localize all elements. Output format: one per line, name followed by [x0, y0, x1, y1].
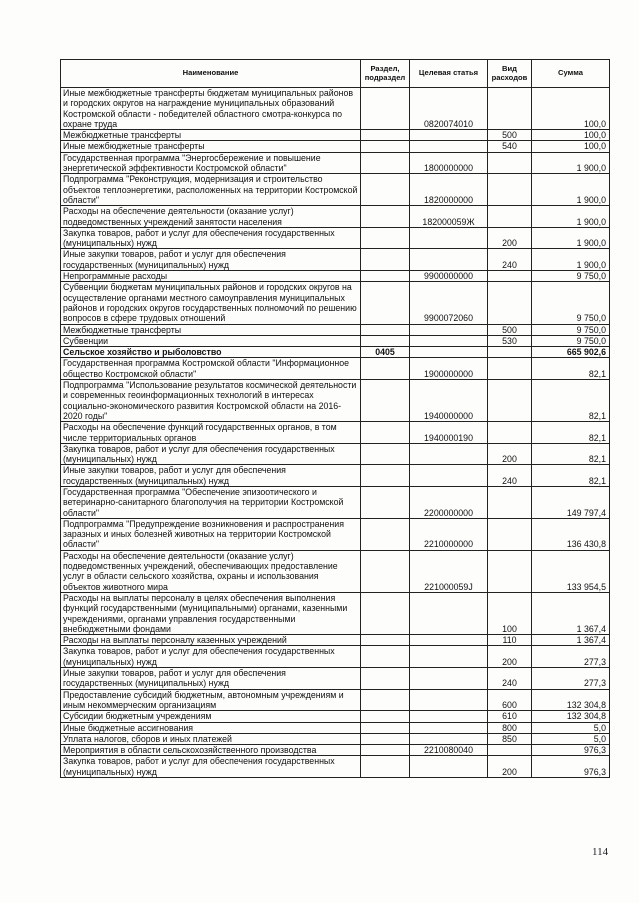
- cell-name: Закупка товаров, работ и услуг для обеспечения государственных (муниципальных) нужд: [61, 756, 361, 778]
- cell-expense-type: [488, 282, 532, 324]
- header-target: Целевая статья: [410, 60, 488, 88]
- cell-amount: 5,0: [532, 722, 610, 733]
- cell-expense-type: 240: [488, 668, 532, 690]
- cell-name: Иные закупки товаров, работ и услуг для обеспечения государственных (муниципальных) нужд: [61, 249, 361, 271]
- table-row: [61, 756, 610, 778]
- cell-expense-type: 110: [488, 635, 532, 646]
- cell-section: [361, 335, 410, 346]
- cell-amount: 82,1: [532, 465, 610, 487]
- table-row: [61, 358, 610, 380]
- cell-name: Уплата налогов, сборов и иных платежей: [61, 733, 361, 744]
- table-row: [61, 722, 610, 733]
- table-header-row: [61, 60, 610, 88]
- cell-target: [410, 689, 488, 711]
- table-row: [61, 174, 610, 206]
- cell-expense-type: 200: [488, 646, 532, 668]
- cell-amount: 1 900,0: [532, 249, 610, 271]
- cell-expense-type: [488, 271, 532, 282]
- cell-target: [410, 646, 488, 668]
- cell-name: Непрограммные расходы: [61, 271, 361, 282]
- cell-target: [410, 592, 488, 634]
- cell-amount: 1 367,4: [532, 592, 610, 634]
- cell-expense-type: [488, 358, 532, 380]
- table-row: [61, 227, 610, 249]
- cell-name: Государственная программа "Обеспечение эпизоотического и ветеринарно-санитарного благополучия на территории Костромской области": [61, 486, 361, 518]
- table-row: [61, 206, 610, 228]
- table-row: [61, 733, 610, 744]
- cell-amount: 82,1: [532, 422, 610, 444]
- cell-name: Субсидии бюджетным учреждениям: [61, 711, 361, 722]
- cell-name: Закупка товаров, работ и услуг для обеспечения государственных (муниципальных) нужд: [61, 227, 361, 249]
- cell-expense-type: 240: [488, 465, 532, 487]
- cell-name: Иные закупки товаров, работ и услуг для обеспечения государственных (муниципальных) нужд: [61, 465, 361, 487]
- table-row: [61, 88, 610, 130]
- cell-amount: 100,0: [532, 141, 610, 152]
- table-row: [61, 380, 610, 422]
- cell-section: [361, 465, 410, 487]
- cell-amount: 1 900,0: [532, 206, 610, 228]
- header-amount: Сумма: [532, 60, 610, 88]
- cell-target: [410, 335, 488, 346]
- cell-amount: 100,0: [532, 88, 610, 130]
- cell-section: [361, 722, 410, 733]
- cell-target: 9900072060: [410, 282, 488, 324]
- cell-section: [361, 486, 410, 518]
- cell-target: 1940000000: [410, 380, 488, 422]
- table-row: [61, 711, 610, 722]
- cell-target: [410, 347, 488, 358]
- cell-amount: 82,1: [532, 443, 610, 465]
- table-row: [61, 550, 610, 592]
- cell-target: 0820074010: [410, 88, 488, 130]
- cell-expense-type: [488, 347, 532, 358]
- cell-name: Расходы на обеспечение деятельности (оказание услуг) подведомственных учреждений, обеспечивающих предоставление услуг в области сельского хозяйства, охраны и использования объектов животного мира: [61, 550, 361, 592]
- cell-section: [361, 550, 410, 592]
- cell-name: Иные бюджетные ассигнования: [61, 722, 361, 733]
- table-row: [61, 518, 610, 550]
- table-row: [61, 646, 610, 668]
- cell-amount: 9 750,0: [532, 271, 610, 282]
- cell-amount: 82,1: [532, 358, 610, 380]
- cell-section: [361, 141, 410, 152]
- cell-section: [361, 271, 410, 282]
- cell-section: [361, 324, 410, 335]
- table-row: [61, 668, 610, 690]
- cell-section: [361, 668, 410, 690]
- cell-section: [361, 756, 410, 778]
- header-section: Раздел, подраздел: [361, 60, 410, 88]
- cell-name: Иные межбюджетные трансферты бюджетам муниципальных районов и городских округов на награждение муниципальных образований Костромской области - победителей областного смотра-конкурса по охране труда: [61, 88, 361, 130]
- cell-amount: 132 304,8: [532, 689, 610, 711]
- cell-target: [410, 733, 488, 744]
- cell-section: [361, 130, 410, 141]
- cell-target: [410, 668, 488, 690]
- cell-amount: 133 954,5: [532, 550, 610, 592]
- cell-target: [410, 465, 488, 487]
- cell-amount: 1 900,0: [532, 152, 610, 174]
- page-number: 114: [592, 846, 609, 858]
- cell-target: 221000059J: [410, 550, 488, 592]
- cell-target: 1940000190: [410, 422, 488, 444]
- cell-target: 1900000000: [410, 358, 488, 380]
- cell-section: [361, 733, 410, 744]
- cell-amount: 1 900,0: [532, 227, 610, 249]
- cell-expense-type: [488, 550, 532, 592]
- cell-expense-type: [488, 88, 532, 130]
- cell-amount: 665 902,6: [532, 347, 610, 358]
- cell-name: Государственная программа "Энергосбережение и повышение энергетической эффективности Костромской области": [61, 152, 361, 174]
- cell-expense-type: 800: [488, 722, 532, 733]
- table-row: [61, 745, 610, 756]
- cell-expense-type: [488, 152, 532, 174]
- cell-name: Межбюджетные трансферты: [61, 130, 361, 141]
- cell-target: 1820000000: [410, 174, 488, 206]
- cell-name: Межбюджетные трансферты: [61, 324, 361, 335]
- table-row: [61, 689, 610, 711]
- cell-section: [361, 249, 410, 271]
- cell-name: Подпрограмма "Использование результатов космической деятельности и современных геоинформационных технологий в интересах социально-экономического развития Костромской области на 2016-2020 годы": [61, 380, 361, 422]
- cell-section: [361, 152, 410, 174]
- cell-name: Расходы на выплаты персоналу в целях обеспечения выполнения функций государственными (муниципальными) органами, казенными учреждениями, органами управления государственными внебюджетными фондами: [61, 592, 361, 634]
- cell-expense-type: [488, 380, 532, 422]
- cell-expense-type: 530: [488, 335, 532, 346]
- cell-amount: 277,3: [532, 668, 610, 690]
- cell-name: Субвенции: [61, 335, 361, 346]
- cell-expense-type: [488, 745, 532, 756]
- cell-expense-type: 850: [488, 733, 532, 744]
- cell-amount: 9 750,0: [532, 282, 610, 324]
- cell-amount: 82,1: [532, 380, 610, 422]
- cell-expense-type: 500: [488, 324, 532, 335]
- cell-target: 2200000000: [410, 486, 488, 518]
- cell-name: Предоставление субсидий бюджетным, автономным учреждениям и иным некоммерческим организациям: [61, 689, 361, 711]
- cell-name: Сельское хозяйство и рыболовство: [61, 347, 361, 358]
- cell-expense-type: 200: [488, 443, 532, 465]
- cell-amount: 277,3: [532, 646, 610, 668]
- cell-section: [361, 711, 410, 722]
- cell-amount: 5,0: [532, 733, 610, 744]
- cell-target: 9900000000: [410, 271, 488, 282]
- table-row: [61, 635, 610, 646]
- cell-section: [361, 88, 410, 130]
- cell-name: Расходы на выплаты персоналу казенных учреждений: [61, 635, 361, 646]
- cell-section: [361, 422, 410, 444]
- cell-amount: 100,0: [532, 130, 610, 141]
- cell-expense-type: [488, 206, 532, 228]
- cell-amount: 9 750,0: [532, 335, 610, 346]
- cell-name: Мероприятия в области сельскохозяйственного производства: [61, 745, 361, 756]
- table-row: [61, 592, 610, 634]
- cell-section: [361, 358, 410, 380]
- cell-name: Подпрограмма "Предупреждение возникновения и распространения заразных и иных болезней животных на территории Костромской области": [61, 518, 361, 550]
- cell-expense-type: 600: [488, 689, 532, 711]
- cell-section: [361, 206, 410, 228]
- table-row: [61, 324, 610, 335]
- cell-expense-type: 200: [488, 227, 532, 249]
- cell-name: Иные закупки товаров, работ и услуг для обеспечения государственных (муниципальных) нужд: [61, 668, 361, 690]
- table-row: [61, 422, 610, 444]
- cell-amount: 1 367,4: [532, 635, 610, 646]
- cell-amount: 1 900,0: [532, 174, 610, 206]
- cell-target: 1800000000: [410, 152, 488, 174]
- cell-section: [361, 646, 410, 668]
- cell-target: [410, 227, 488, 249]
- cell-target: [410, 711, 488, 722]
- cell-target: [410, 635, 488, 646]
- cell-expense-type: 540: [488, 141, 532, 152]
- cell-expense-type: 200: [488, 756, 532, 778]
- cell-expense-type: 100: [488, 592, 532, 634]
- cell-name: Закупка товаров, работ и услуг для обеспечения государственных (муниципальных) нужд: [61, 443, 361, 465]
- header-name: Наименование: [61, 60, 361, 88]
- cell-section: 0405: [361, 347, 410, 358]
- cell-section: [361, 592, 410, 634]
- cell-name: Государственная программа Костромской области "Информационное общество Костромской области": [61, 358, 361, 380]
- cell-amount: 136 430,8: [532, 518, 610, 550]
- budget-table: [60, 59, 610, 778]
- table-row: [61, 443, 610, 465]
- cell-name: Расходы на обеспечение функций государственных органов, в том числе территориальных органов: [61, 422, 361, 444]
- table-row: [61, 335, 610, 346]
- cell-section: [361, 518, 410, 550]
- cell-target: [410, 324, 488, 335]
- cell-expense-type: [488, 518, 532, 550]
- cell-expense-type: 500: [488, 130, 532, 141]
- cell-target: 2210080040: [410, 745, 488, 756]
- cell-amount: 9 750,0: [532, 324, 610, 335]
- cell-expense-type: 610: [488, 711, 532, 722]
- table-row: [61, 152, 610, 174]
- cell-section: [361, 635, 410, 646]
- cell-target: [410, 249, 488, 271]
- cell-section: [361, 174, 410, 206]
- table-row: [61, 282, 610, 324]
- cell-amount: 149 797,4: [532, 486, 610, 518]
- cell-target: 2210000000: [410, 518, 488, 550]
- header-expense-type: Вид расходов: [488, 60, 532, 88]
- cell-target: [410, 756, 488, 778]
- table-row: [61, 271, 610, 282]
- cell-section: [361, 282, 410, 324]
- cell-amount: 132 304,8: [532, 711, 610, 722]
- table-row: [61, 130, 610, 141]
- cell-name: Иные межбюджетные трансферты: [61, 141, 361, 152]
- cell-section: [361, 227, 410, 249]
- cell-amount: 976,3: [532, 756, 610, 778]
- cell-target: [410, 443, 488, 465]
- table-row: [61, 465, 610, 487]
- cell-section: [361, 443, 410, 465]
- cell-target: 182000059Ж: [410, 206, 488, 228]
- cell-expense-type: [488, 486, 532, 518]
- table-row: [61, 249, 610, 271]
- cell-target: [410, 130, 488, 141]
- table-row: [61, 347, 610, 358]
- table-row: [61, 141, 610, 152]
- cell-expense-type: [488, 174, 532, 206]
- cell-name: Субвенции бюджетам муниципальных районов и городских округов на осуществление органами местного самоуправления муниципальных районов и городских округов государственных полномочий по решению вопросов в сфере трудовых отношений: [61, 282, 361, 324]
- cell-section: [361, 380, 410, 422]
- table-body: [61, 88, 610, 778]
- cell-expense-type: 240: [488, 249, 532, 271]
- cell-target: [410, 722, 488, 733]
- cell-target: [410, 141, 488, 152]
- cell-amount: 976,3: [532, 745, 610, 756]
- cell-expense-type: [488, 422, 532, 444]
- cell-section: [361, 689, 410, 711]
- table-row: [61, 486, 610, 518]
- cell-name: Расходы на обеспечение деятельности (оказание услуг) подведомственных учреждений занятости населения: [61, 206, 361, 228]
- cell-section: [361, 745, 410, 756]
- cell-name: Подпрограмма "Реконструкция, модернизация и строительство объектов теплоэнергетики, расположенных на территории Костромской области": [61, 174, 361, 206]
- cell-name: Закупка товаров, работ и услуг для обеспечения государственных (муниципальных) нужд: [61, 646, 361, 668]
